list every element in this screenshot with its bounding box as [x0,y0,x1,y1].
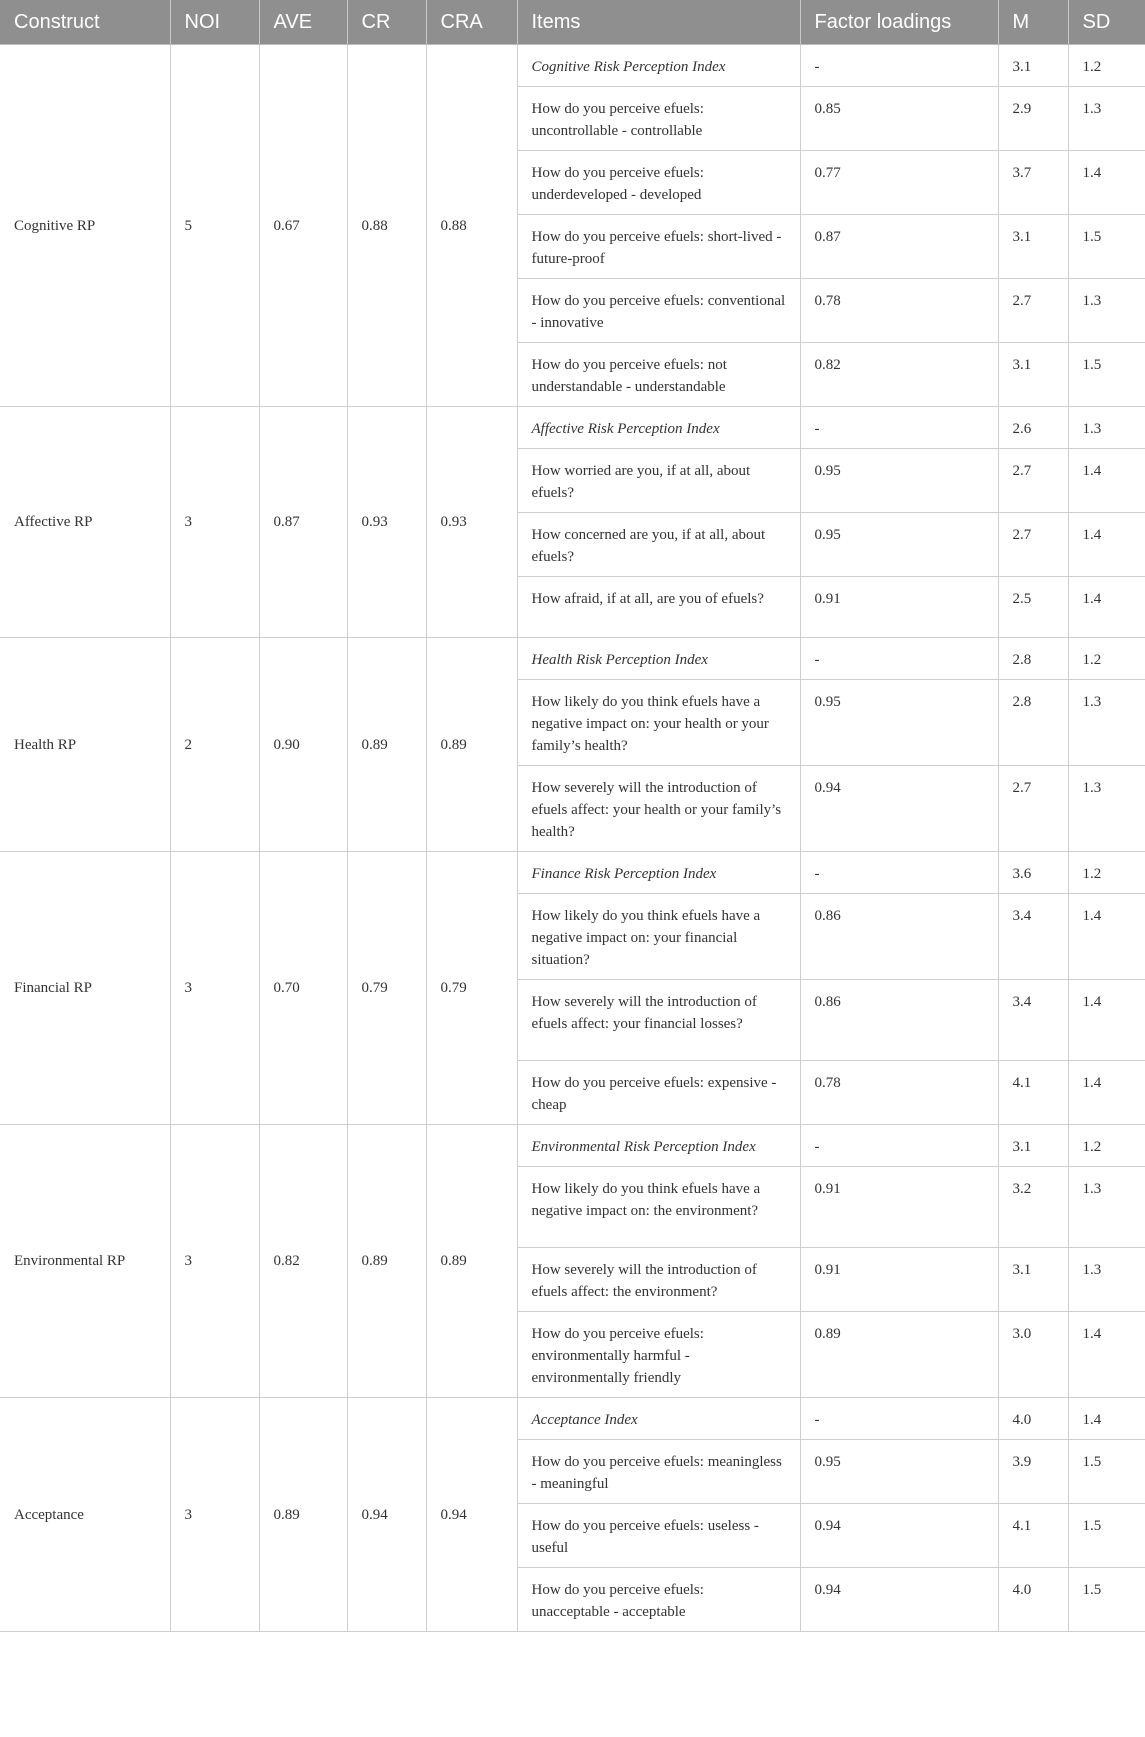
ave-cell: 0.70 [259,852,347,1125]
item-cell: Health Risk Perception Index [517,638,800,680]
mean-cell: 2.7 [998,513,1068,577]
noi-cell: 2 [170,638,259,852]
mean-cell: 3.7 [998,151,1068,215]
cr-cell: 0.89 [347,638,426,852]
factor-loading-cell: 0.94 [800,766,998,852]
sd-cell: 1.4 [1068,894,1145,980]
item-cell: How severely will the introduction of efuels affect: your health or your family’s health? [517,766,800,852]
cr-cell: 0.88 [347,45,426,407]
header-row [0,0,1145,45]
factor-loading-cell: 0.78 [800,1061,998,1125]
factor-loading-cell: 0.87 [800,215,998,279]
item-cell: How do you perceive efuels: expensive - cheap [517,1061,800,1125]
sd-cell: 1.5 [1068,215,1145,279]
header-ave: AVE [259,0,347,45]
item-cell: How likely do you think efuels have a negative impact on: the environment? [517,1167,800,1248]
header-noi: NOI [170,0,259,45]
sd-cell: 1.2 [1068,1125,1145,1167]
factor-loading-cell: 0.95 [800,680,998,766]
ave-cell: 0.87 [259,407,347,638]
construct-cell: Acceptance [0,1398,170,1632]
table-row [0,852,1145,894]
factor-loading-cell: 0.91 [800,577,998,638]
mean-cell: 3.1 [998,1248,1068,1312]
mean-cell: 3.4 [998,980,1068,1061]
sd-cell: 1.3 [1068,407,1145,449]
header-m: M [998,0,1068,45]
header-sd: SD [1068,0,1145,45]
sd-cell: 1.2 [1068,45,1145,87]
cra-cell: 0.94 [426,1398,517,1632]
mean-cell: 3.2 [998,1167,1068,1248]
construct-cell: Health RP [0,638,170,852]
item-cell: How concerned are you, if at all, about efuels? [517,513,800,577]
mean-cell: 3.1 [998,1125,1068,1167]
factor-loading-cell: 0.94 [800,1504,998,1568]
item-cell: How do you perceive efuels: short-lived - future-proof [517,215,800,279]
sd-cell: 1.3 [1068,87,1145,151]
sd-cell: 1.3 [1068,680,1145,766]
noi-cell: 3 [170,407,259,638]
mean-cell: 2.7 [998,449,1068,513]
table-row [0,407,1145,449]
mean-cell: 2.8 [998,680,1068,766]
factor-loading-cell: - [800,45,998,87]
sd-cell: 1.5 [1068,1440,1145,1504]
table-row [0,638,1145,680]
item-cell: How do you perceive efuels: underdeveloped - developed [517,151,800,215]
sd-cell: 1.2 [1068,638,1145,680]
sd-cell: 1.4 [1068,1061,1145,1125]
cra-cell: 0.79 [426,852,517,1125]
table-body [0,45,1145,1632]
sd-cell: 1.4 [1068,1398,1145,1440]
factor-loading-cell: - [800,638,998,680]
mean-cell: 3.4 [998,894,1068,980]
sd-cell: 1.3 [1068,1248,1145,1312]
cr-cell: 0.94 [347,1398,426,1632]
factor-loading-cell: - [800,1125,998,1167]
construct-cell: Environmental RP [0,1125,170,1398]
ave-cell: 0.67 [259,45,347,407]
item-cell: How worried are you, if at all, about efuels? [517,449,800,513]
construct-cell: Cognitive RP [0,45,170,407]
ave-cell: 0.89 [259,1398,347,1632]
sd-cell: 1.4 [1068,577,1145,638]
sd-cell: 1.2 [1068,852,1145,894]
sd-cell: 1.3 [1068,1167,1145,1248]
item-cell: How do you perceive efuels: useless - useful [517,1504,800,1568]
item-cell: How afraid, if at all, are you of efuels? [517,577,800,638]
header-factor-loadings: Factor loadings [800,0,998,45]
mean-cell: 2.9 [998,87,1068,151]
mean-cell: 2.6 [998,407,1068,449]
item-cell: How severely will the introduction of efuels affect: your financial losses? [517,980,800,1061]
mean-cell: 2.7 [998,279,1068,343]
header-cr: CR [347,0,426,45]
sd-cell: 1.5 [1068,343,1145,407]
table-row [0,1398,1145,1440]
factor-loading-cell: - [800,852,998,894]
sd-cell: 1.4 [1068,980,1145,1061]
factor-loading-cell: 0.89 [800,1312,998,1398]
construct-cell: Financial RP [0,852,170,1125]
noi-cell: 3 [170,1398,259,1632]
mean-cell: 3.0 [998,1312,1068,1398]
mean-cell: 4.1 [998,1504,1068,1568]
item-cell: Acceptance Index [517,1398,800,1440]
cr-cell: 0.79 [347,852,426,1125]
item-cell: How likely do you think efuels have a negative impact on: your financial situation? [517,894,800,980]
mean-cell: 3.1 [998,215,1068,279]
mean-cell: 2.5 [998,577,1068,638]
cr-cell: 0.89 [347,1125,426,1398]
item-cell: Cognitive Risk Perception Index [517,45,800,87]
sd-cell: 1.4 [1068,513,1145,577]
item-cell: How do you perceive efuels: environmentally harmful - environmentally friendly [517,1312,800,1398]
item-cell: How do you perceive efuels: conventional - innovative [517,279,800,343]
factor-loading-cell: 0.95 [800,1440,998,1504]
cr-cell: 0.93 [347,407,426,638]
cra-cell: 0.89 [426,638,517,852]
factor-loading-cell: 0.95 [800,513,998,577]
factor-loading-cell: 0.85 [800,87,998,151]
mean-cell: 3.1 [998,343,1068,407]
mean-cell: 4.1 [998,1061,1068,1125]
item-cell: How do you perceive efuels: meaningless - meaningful [517,1440,800,1504]
item-cell: How do you perceive efuels: not understandable - understandable [517,343,800,407]
sd-cell: 1.4 [1068,449,1145,513]
factor-loading-cell: 0.94 [800,1568,998,1632]
cra-cell: 0.89 [426,1125,517,1398]
mean-cell: 4.0 [998,1568,1068,1632]
item-cell: How likely do you think efuels have a negative impact on: your health or your family’s health? [517,680,800,766]
header-construct: Construct [0,0,170,45]
sd-cell: 1.5 [1068,1504,1145,1568]
mean-cell: 3.9 [998,1440,1068,1504]
item-cell: How do you perceive efuels: unacceptable - acceptable [517,1568,800,1632]
noi-cell: 3 [170,1125,259,1398]
mean-cell: 2.7 [998,766,1068,852]
item-cell: Affective Risk Perception Index [517,407,800,449]
mean-cell: 2.8 [998,638,1068,680]
factor-loading-cell: 0.86 [800,894,998,980]
mean-cell: 3.1 [998,45,1068,87]
item-cell: How do you perceive efuels: uncontrollable - controllable [517,87,800,151]
noi-cell: 5 [170,45,259,407]
factor-loading-cell: 0.82 [800,343,998,407]
factor-loading-cell: - [800,407,998,449]
sd-cell: 1.3 [1068,766,1145,852]
noi-cell: 3 [170,852,259,1125]
header-cra: CRA [426,0,517,45]
ave-cell: 0.90 [259,638,347,852]
sd-cell: 1.5 [1068,1568,1145,1632]
ave-cell: 0.82 [259,1125,347,1398]
sd-cell: 1.4 [1068,1312,1145,1398]
mean-cell: 4.0 [998,1398,1068,1440]
sd-cell: 1.3 [1068,279,1145,343]
item-cell: How severely will the introduction of efuels affect: the environment? [517,1248,800,1312]
factor-loading-cell: 0.91 [800,1248,998,1312]
cra-cell: 0.88 [426,45,517,407]
factor-loading-cell: 0.78 [800,279,998,343]
factor-loading-cell: - [800,1398,998,1440]
table-row [0,45,1145,87]
factor-loading-cell: 0.86 [800,980,998,1061]
header-items: Items [517,0,800,45]
table-row [0,1125,1145,1167]
sd-cell: 1.4 [1068,151,1145,215]
mean-cell: 3.6 [998,852,1068,894]
factor-loading-cell: 0.77 [800,151,998,215]
item-cell: Environmental Risk Perception Index [517,1125,800,1167]
item-cell: Finance Risk Perception Index [517,852,800,894]
factor-loading-cell: 0.95 [800,449,998,513]
construct-cell: Affective RP [0,407,170,638]
cra-cell: 0.93 [426,407,517,638]
factor-loading-cell: 0.91 [800,1167,998,1248]
